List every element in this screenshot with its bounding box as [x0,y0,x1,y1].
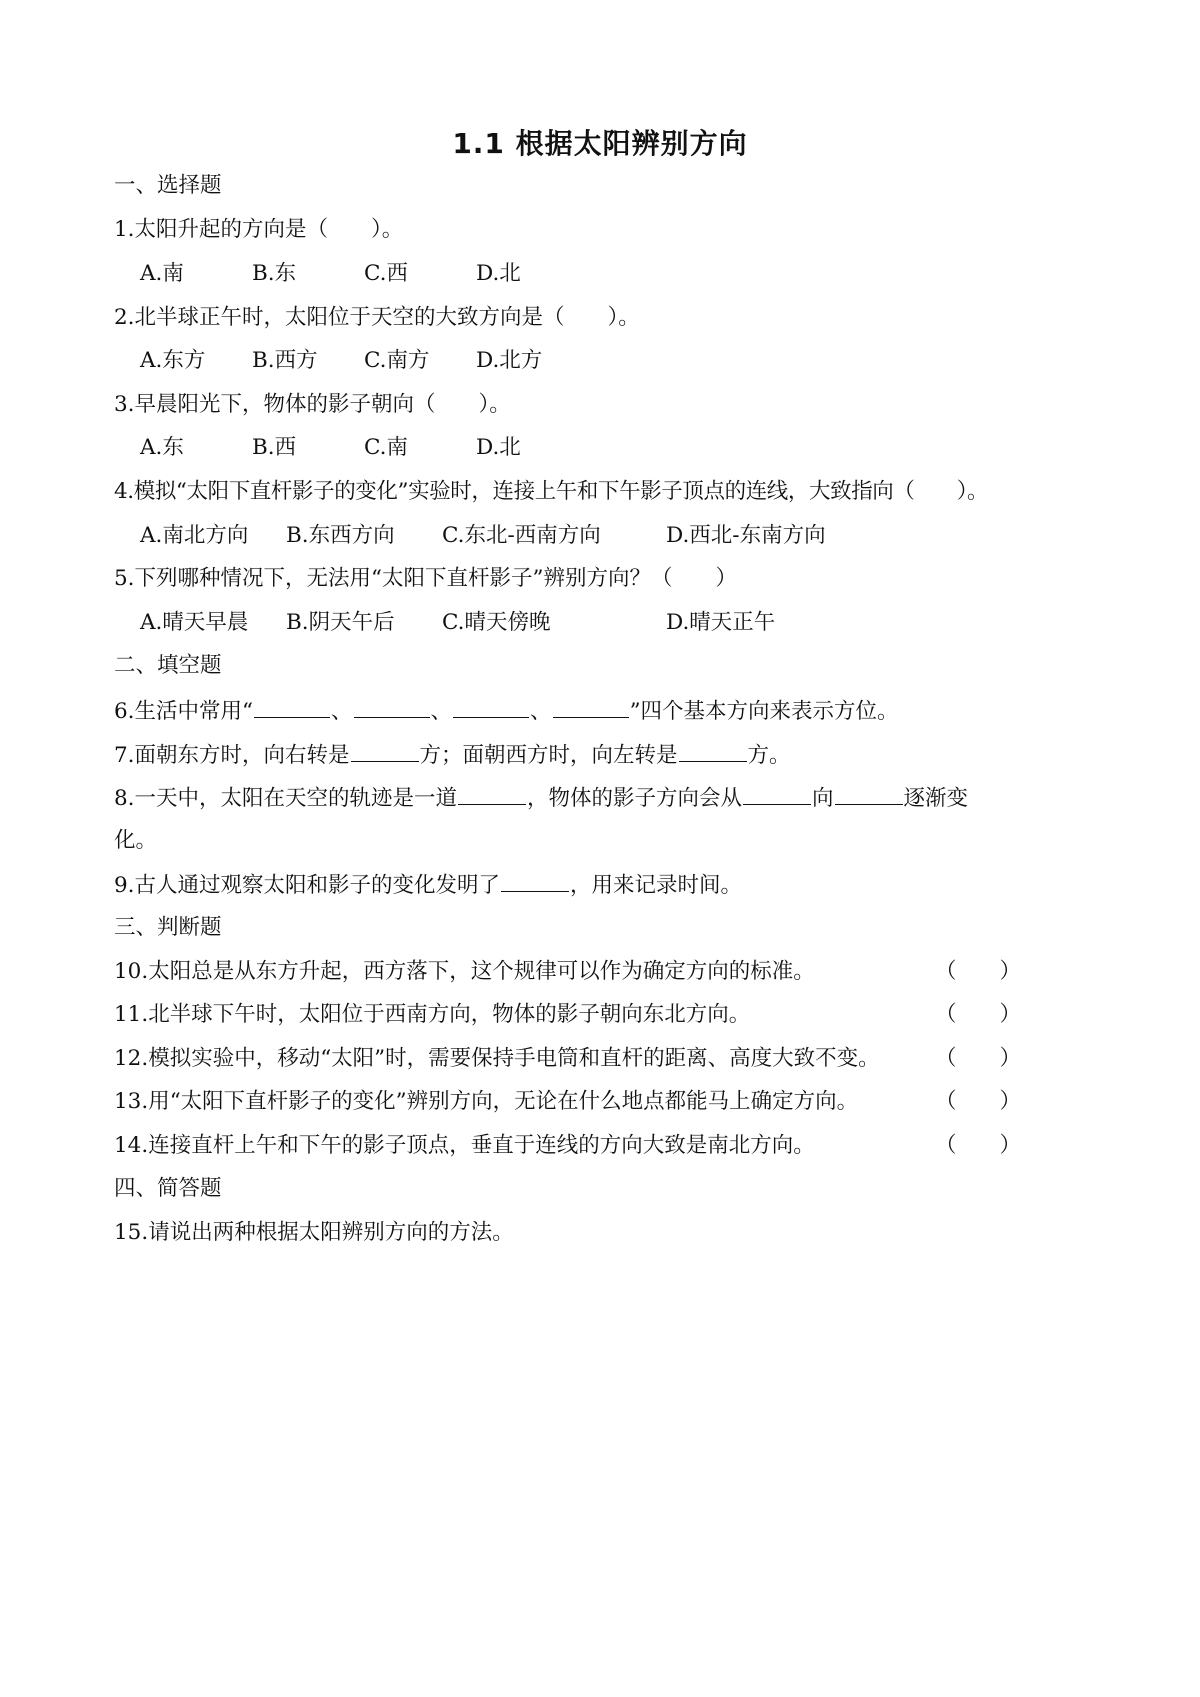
question-4: 4.模拟“太阳下直杆影子的变化”实验时，连接上午和下午影子顶点的连线，大致指向（ ）。 [114,479,989,504]
option-b: B.东 [252,261,297,286]
option-a: A.东方 [140,348,206,373]
answer-blank[interactable] [354,695,430,718]
section-heading-judge: 三、判断题 [114,915,222,940]
q6-separator: 、 [331,699,353,724]
option-b: B.东西方向 [286,523,395,548]
q8-text-c: 向 [812,786,834,811]
q9-text-a: 9.古人通过观察太阳和影子的变化发明了 [114,873,501,898]
judge-answer-paren[interactable]: （ ） [935,1002,1022,1027]
option-d: D.北 [476,435,521,460]
answer-blank[interactable] [453,695,529,718]
answer-blank[interactable] [254,695,330,718]
option-c: C.晴天傍晚 [442,610,551,635]
question-14: 14.连接直杆上午和下午的影子顶点，垂直于连线的方向大致是南北方向。 [114,1133,815,1158]
section-heading-choice: 一、选择题 [114,173,222,198]
question-2: 2.北半球正午时，太阳位于天空的大致方向是（ ）。 [114,305,640,330]
q6-separator: 、 [430,699,453,724]
option-c: C.东北-西南方向 [442,523,601,548]
page-title: 1.1 根据太阳辨别方向 [452,127,748,160]
question-15: 15.请说出两种根据太阳辨别方向的方法。 [114,1220,514,1245]
option-a: A.晴天早晨 [140,610,249,635]
option-c: C.南方 [364,348,430,373]
question-5: 5.下列哪种情况下，无法用“太阳下直杆影子”辨别方向？（ ） [114,566,737,591]
q7-text-a: 7.面朝东方时，向右转是 [114,743,350,768]
answer-blank[interactable] [835,782,903,805]
q8-text-b: ，物体的影子方向会从 [527,786,743,811]
question-3: 3.早晨阳光下，物体的影子朝向（ ）。 [114,392,511,417]
judge-answer-paren[interactable]: （ ） [935,1133,1022,1158]
question-10: 10.太阳总是从东方升起，西方落下，这个规律可以作为确定方向的标准。 [114,959,815,984]
question-11: 11.北半球下午时，太阳位于西南方向，物体的影子朝向东北方向。 [114,1002,751,1027]
option-a: A.南北方向 [140,523,249,548]
judge-answer-paren[interactable]: （ ） [935,1089,1022,1114]
option-b: B.西方 [252,348,318,373]
question-7 [114,739,791,771]
q6-prefix: 6.生活中常用“ [114,699,254,724]
question-12: 12.模拟实验中，移动“太阳”时，需要保持手电筒和直杆的距离、高度大致不变。 [114,1046,880,1071]
judge-answer-paren[interactable]: （ ） [935,959,1022,984]
option-a: A.南 [140,261,184,286]
answer-blank[interactable] [553,695,629,718]
option-a: A.东 [140,435,184,460]
question-8 [114,782,968,814]
option-c: C.南 [364,435,409,460]
q6-suffix: ”四个基本方向来表示方位。 [629,699,899,724]
q8-text-a: 8.一天中，太阳在天空的轨迹是一道 [114,786,458,811]
option-d: D.北方 [476,348,543,373]
option-d: D.晴天正午 [666,610,776,635]
option-b: B.西 [252,435,297,460]
option-b: B.阴天午后 [286,610,395,635]
answer-blank[interactable] [458,782,526,805]
section-heading-short: 四、简答题 [114,1176,222,1201]
question-9 [114,869,742,901]
q8-text-d: 逐渐变 [903,786,969,811]
q7-text-c: 方。 [747,743,791,768]
answer-blank[interactable] [501,869,569,892]
question-1: 1.太阳升起的方向是（ ）。 [114,217,404,242]
answer-blank[interactable] [351,739,419,762]
answer-blank[interactable] [679,739,747,762]
option-d: D.西北-东南方向 [666,523,826,548]
q7-text-b: 方；面朝西方时，向左转是 [419,743,678,768]
answer-blank[interactable] [743,782,811,805]
q9-text-b: ，用来记录时间。 [570,873,743,898]
question-6 [114,695,899,727]
question-13: 13.用“太阳下直杆影子的变化”辨别方向，无论在什么地点都能马上确定方向。 [114,1089,859,1114]
option-d: D.北 [476,261,521,286]
section-heading-fill: 二、填空题 [114,653,222,678]
option-c: C.西 [364,261,409,286]
q6-separator: 、 [530,699,552,724]
question-8-continued: 化。 [114,828,158,853]
judge-answer-paren[interactable]: （ ） [935,1046,1022,1071]
